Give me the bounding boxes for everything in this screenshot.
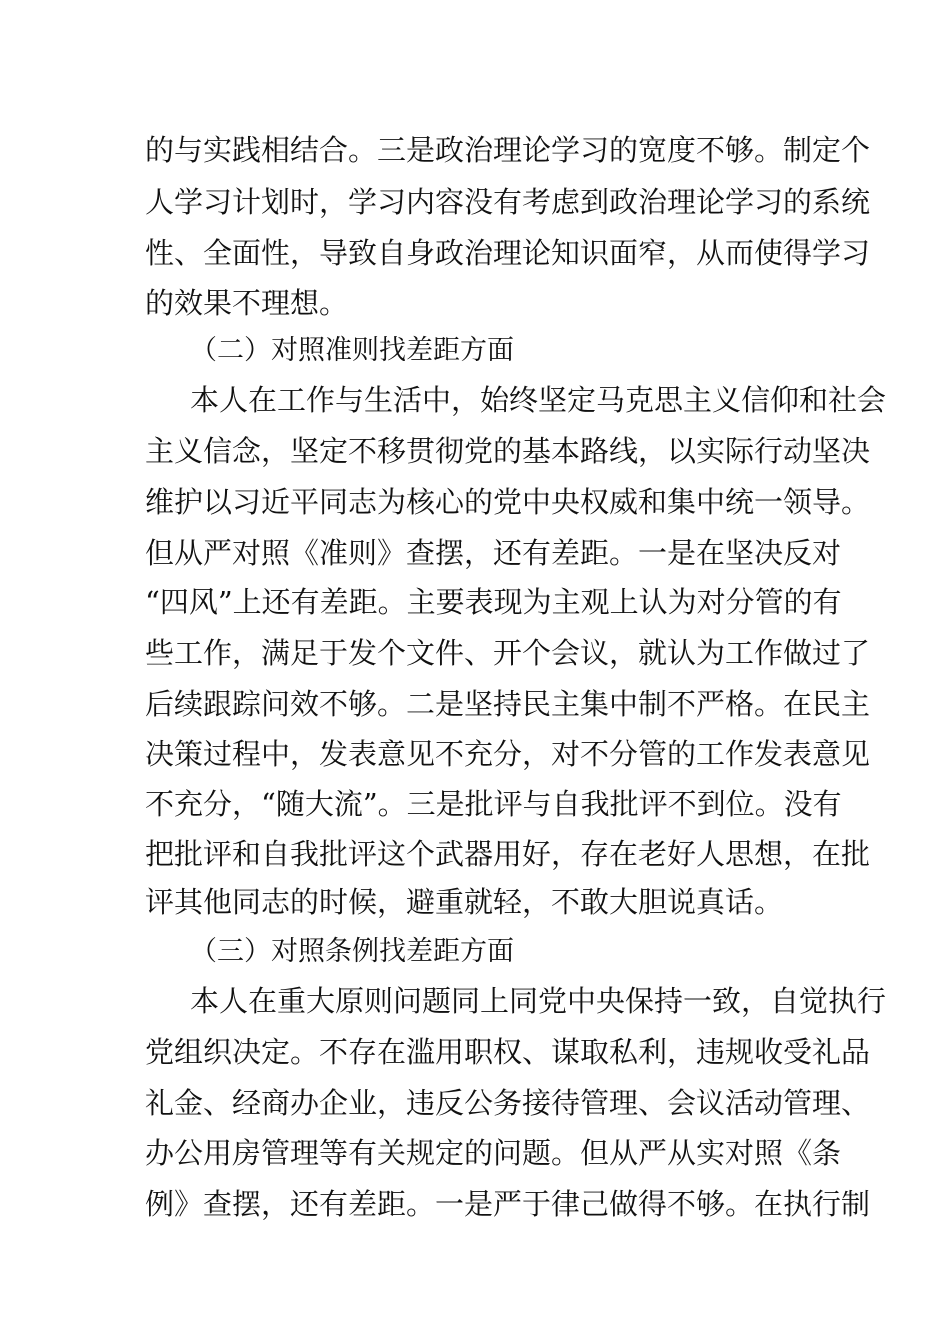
text-line-12: 后续跟踪问效不够。二是坚持民主集中制不严格。在民主 [145, 687, 871, 721]
text-line-22: 例》查摆，还有差距。一是严于律己做得不够。在执行制 [145, 1187, 871, 1221]
text-line-3: 性、全面性，导致自身政治理论知识面窄，从而使得学习 [145, 236, 871, 270]
text-line-9: 但从严对照《准则》查摆，还有差距。一是在坚决反对 [145, 536, 842, 570]
text-line-2: 人学习计划时，学习内容没有考虑到政治理论学习的系统 [145, 185, 871, 219]
section-heading-2: （二）对照准则找差距方面 [190, 335, 514, 366]
text-line-20: 礼金、经商办企业，违反公务接待管理、会议活动管理、 [145, 1086, 871, 1120]
text-line-1: 的与实践相结合。三是政治理论学习的宽度不够。制定个 [145, 133, 871, 167]
text-line-4: 的效果不理想。 [145, 286, 349, 320]
text-line-13: 决策过程中，发表意见不充分，对不分管的工作发表意见 [145, 737, 871, 771]
section-heading-3: （三）对照条例找差距方面 [190, 936, 514, 967]
text-line-8: 维护以习近平同志为核心的党中央权威和集中统一领导。 [145, 485, 871, 519]
text-line-14: 不充分，“随大流”。三是批评与自我批评不到位。没有 [145, 787, 842, 821]
text-line-21: 办公用房管理等有关规定的问题。但从严从实对照《条 [145, 1136, 842, 1170]
text-line-18: 本人在重大原则问题同上同党中央保持一致，自觉执行 [190, 984, 887, 1018]
text-line-15: 把批评和自我批评这个武器用好，存在老好人思想，在批 [145, 837, 871, 871]
text-line-7: 主义信念，坚定不移贯彻党的基本路线，以实际行动坚决 [145, 434, 871, 468]
text-line-19: 党组织决定。不存在滥用职权、谋取私利，违规收受礼品 [145, 1035, 871, 1069]
text-line-16: 评其他同志的时候，避重就轻，不敢大胆说真话。 [145, 885, 784, 919]
text-line-10: “四风”上还有差距。主要表现为主观上认为对分管的有 [145, 585, 842, 619]
text-line-11: 些工作，满足于发个文件、开个会议，就认为工作做过了 [145, 636, 871, 670]
text-line-6: 本人在工作与生活中，始终坚定马克思主义信仰和社会 [190, 383, 887, 417]
